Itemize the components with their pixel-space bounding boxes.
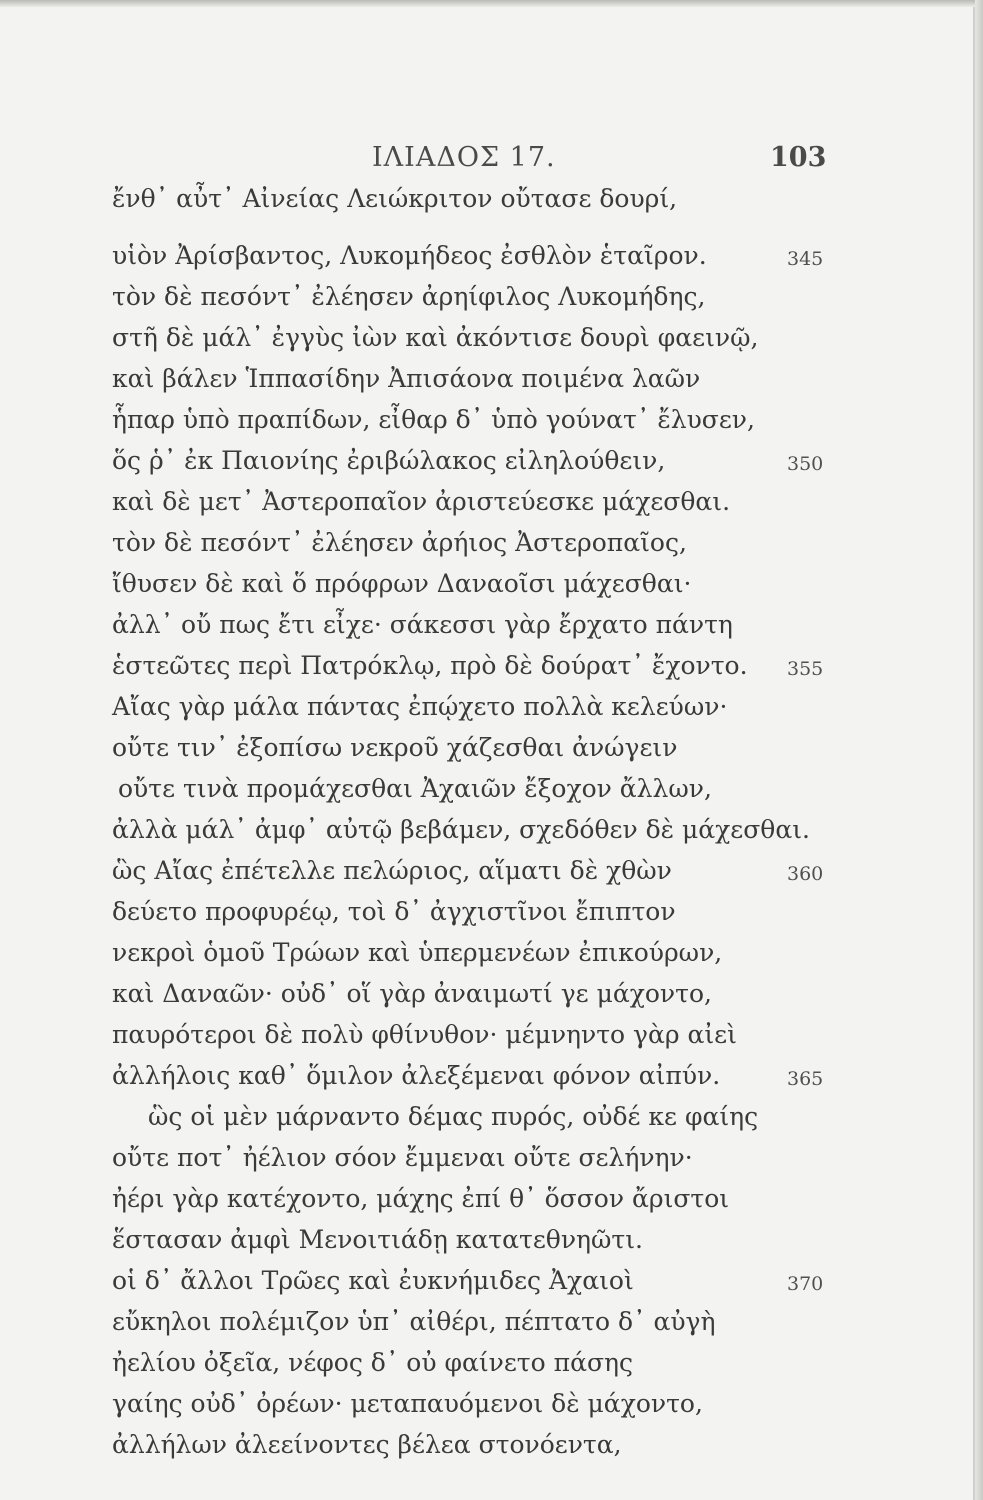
verse-line: καὶ δὲ μετ᾽ Ἀστεροπαῖον ἀριστεύεσκε μάχεσθαι.: [112, 487, 731, 516]
line-number: 355: [787, 658, 824, 680]
verse-line: ἀλλήλοις καθ᾽ ὅμιλον ἀλεξέμεναι φόνον αἰπύν.: [112, 1061, 721, 1090]
page-number: 103: [770, 142, 827, 173]
verse-line: ὅς ῥ᾽ ἐκ Παιονίης ἐριβώλακος εἰληλούθειν,: [112, 446, 666, 475]
verse-line: ἧπαρ ὑπὸ πραπίδων, εἶθαρ δ᾽ ὑπὸ γούνατ᾽ ἔλυσεν,: [112, 405, 755, 434]
verse-line: νεκροὶ ὁμοῦ Τρώων καὶ ὑπερμενέων ἐπικούρων,: [112, 938, 723, 967]
verse-line: τὸν δὲ πεσόντ᾽ ἐλέησεν ἀρηίφιλος Λυκομήδης,: [112, 282, 706, 311]
page-top-edge: [0, 0, 975, 7]
verse-line: οὔτε τιν᾽ ἐξοπίσω νεκροῦ χάζεσθαι ἀνώγειν: [112, 733, 678, 762]
verse-line: τὸν δὲ πεσόντ᾽ ἐλέησεν ἀρήιος Ἀστεροπαῖος,: [112, 528, 687, 557]
verse-line: καὶ βάλεν Ἱππασίδην Ἀπισάονα ποιμένα λαῶν: [112, 364, 701, 393]
verse-line: γαίης οὐδ᾽ ὀρέων· μεταπαυόμενοι δὲ μάχοντο,: [112, 1389, 703, 1418]
verse-line: ἴθυσεν δὲ καὶ ὅ πρόφρων Δαναοῖσι μάχεσθαι·: [112, 569, 692, 598]
verse-line: υἱὸν Ἀρίσβαντος, Λυκομήδεος ἐσθλὸν ἑταῖρον.: [112, 241, 707, 270]
verse-line: ἀλλ᾽ οὔ πως ἔτι εἶχε· σάκεσσι γὰρ ἔρχατο πάντη: [112, 610, 733, 639]
verse-line: στῆ δὲ μάλ᾽ ἐγγὺς ἰὼν καὶ ἀκόντισε δουρὶ φαεινῷ,: [112, 323, 759, 352]
page-header: [0, 142, 975, 182]
page-fore-edge: [975, 0, 983, 1500]
verse-line: παυρότεροι δὲ πολὺ φθίνυθον· μέμνηντο γὰρ αἰεὶ: [112, 1020, 737, 1049]
verse-line: ἑστεῶτες περὶ Πατρόκλῳ, πρὸ δὲ δούρατ᾽ ἔχοντο.: [112, 651, 748, 680]
verse-line: ὣς οἱ μὲν μάρναντο δέμας πυρός, οὐδέ κε φαίης: [148, 1102, 759, 1131]
verse-line: ἕστασαν ἀμφὶ Μενοιτιάδῃ κατατεθνηῶτι.: [112, 1225, 643, 1254]
line-number: 350: [787, 453, 824, 475]
verse-line: ἠελίου ὀξεῖα, νέφος δ᾽ οὐ φαίνετο πάσης: [112, 1348, 633, 1377]
verse-line: δεύετο προφυρέῳ, τοὶ δ᾽ ἀγχιστῖνοι ἔπιπτον: [112, 897, 676, 926]
verse-line: οὔτε τινὰ προμάχεσθαι Ἀχαιῶν ἔξοχον ἄλλων,: [118, 774, 712, 803]
line-number: 345: [787, 248, 824, 270]
running-title: ΙΛΙΑΔΟΣ 17.: [372, 142, 556, 173]
verse-line: Αἴας γὰρ μάλα πάντας ἐπῴχετο πολλὰ κελεύων·: [112, 692, 728, 721]
verse-line: ἠέρι γὰρ κατέχοντο, μάχης ἐπί θ᾽ ὅσσον ἄριστοι: [112, 1184, 730, 1213]
verse-line: ἀλλήλων ἀλεείνοντες βέλεα στονόεντα,: [112, 1430, 622, 1459]
verse-line: ὣς Αἴας ἐπέτελλε πελώριος, αἵματι δὲ χθὼν: [112, 856, 672, 885]
verse-line: οὔτε ποτ᾽ ἠέλιον σόον ἔμμεναι οὔτε σελήνην·: [112, 1143, 693, 1172]
line-number: 365: [787, 1068, 824, 1090]
verse-line: εὔκηλοι πολέμιζον ὑπ᾽ αἰθέρι, πέπτατο δ᾽ αὐγὴ: [112, 1307, 716, 1336]
line-number: 360: [787, 863, 824, 885]
verse-line: οἱ δ᾽ ἄλλοι Τρῶες καὶ ἐυκνήμιδες Ἀχαιοὶ: [112, 1266, 634, 1295]
line-number: 370: [787, 1273, 824, 1295]
verse-line: καὶ Δαναῶν· οὐδ᾽ οἵ γὰρ ἀναιμωτί γε μάχοντο,: [112, 979, 712, 1008]
verse-line: ἔνθ᾽ αὖτ᾽ Αἰνείας Λειώκριτον οὔτασε δουρί,: [112, 184, 678, 213]
verse-line: ἀλλὰ μάλ᾽ ἀμφ᾽ αὐτῷ βεβάμεν, σχεδόθεν δὲ μάχεσθαι.: [112, 815, 810, 844]
